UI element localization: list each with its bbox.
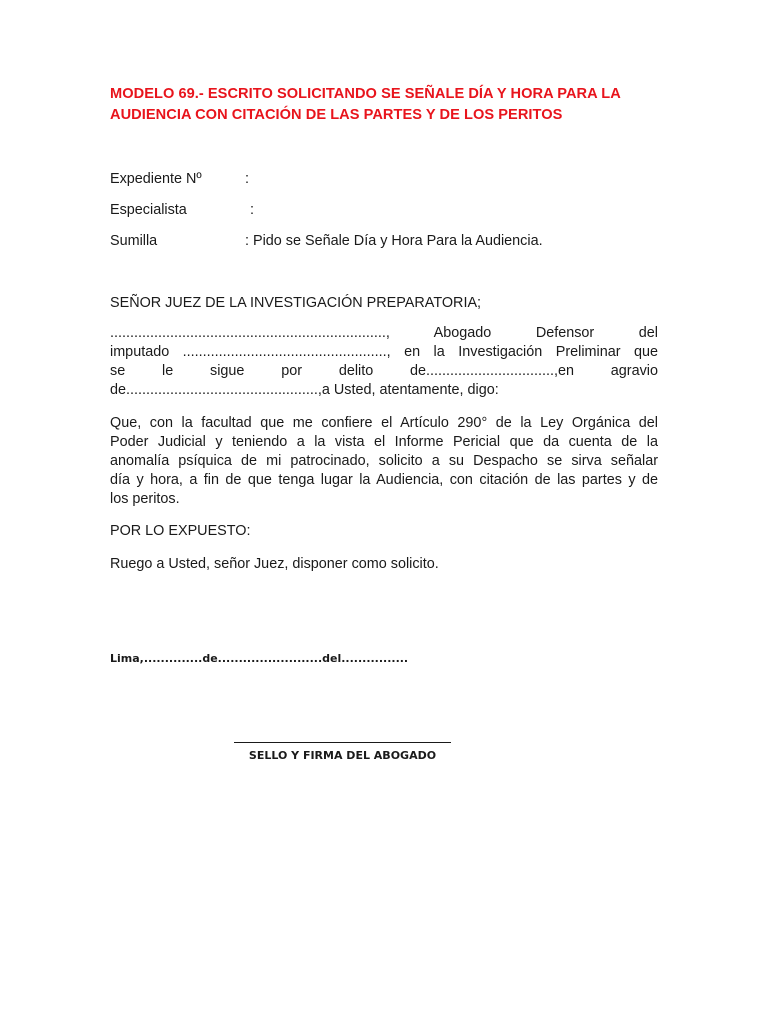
field-expediente-label: Expediente Nº <box>110 171 202 187</box>
field-sumilla-value: : Pido se Señale Día y Hora Para la Audiencia. <box>245 233 543 249</box>
intro-line-3: se le sigue por delito de................................,en agravio <box>110 363 658 379</box>
addressee-heading: SEÑOR JUEZ DE LA INVESTIGACIÓN PREPARATORIA; <box>110 295 482 311</box>
place-date-line: Lima,..............de.........................del................ <box>110 652 409 665</box>
body-line-4: día y hora, a fin de que tenga lugar la Audiencia, con citación de las partes y de <box>110 472 658 488</box>
body-line-2: Poder Judicial y teniendo a la vista el Informe Pericial que da cuenta de la <box>110 434 658 450</box>
petition-text: Ruego a Usted, señor Juez, disponer como solicito. <box>110 556 439 572</box>
title-line-1: MODELO 69.- ESCRITO SOLICITANDO SE SEÑALE DÍA Y HORA PARA LA <box>110 86 621 102</box>
intro-line-2: imputado ..................................................., en la Investigación Preliminar que <box>110 344 658 360</box>
field-sumilla-label: Sumilla <box>110 233 158 249</box>
body-line-5: los peritos. <box>110 491 180 507</box>
intro-paragraph <box>110 324 658 400</box>
por-lo-expuesto: POR LO EXPUESTO: <box>110 523 251 539</box>
signature-line <box>234 742 451 743</box>
document-title <box>110 84 670 126</box>
field-especialista-label: Especialista <box>110 202 187 218</box>
intro-line-4: de................................................,a Usted, atentamente, digo: <box>110 382 499 398</box>
field-especialista-value: : <box>250 202 254 218</box>
body-line-3: anomalía psíquica de mi patrocinado, solicito a su Despacho se sirva señalar <box>110 453 658 469</box>
intro-line-1: ....................................................................., Abogado Defensor del <box>110 325 658 341</box>
body-paragraph <box>110 414 658 509</box>
body-line-1: Que, con la facultad que me confiere el Artículo 290° de la Ley Orgánica del <box>110 415 658 431</box>
signature-caption: SELLO Y FIRMA DEL ABOGADO <box>248 749 437 762</box>
title-line-2: AUDIENCIA CON CITACIÓN DE LAS PARTES Y DE LOS PERITOS <box>110 107 563 123</box>
field-expediente-value: : <box>245 171 249 187</box>
